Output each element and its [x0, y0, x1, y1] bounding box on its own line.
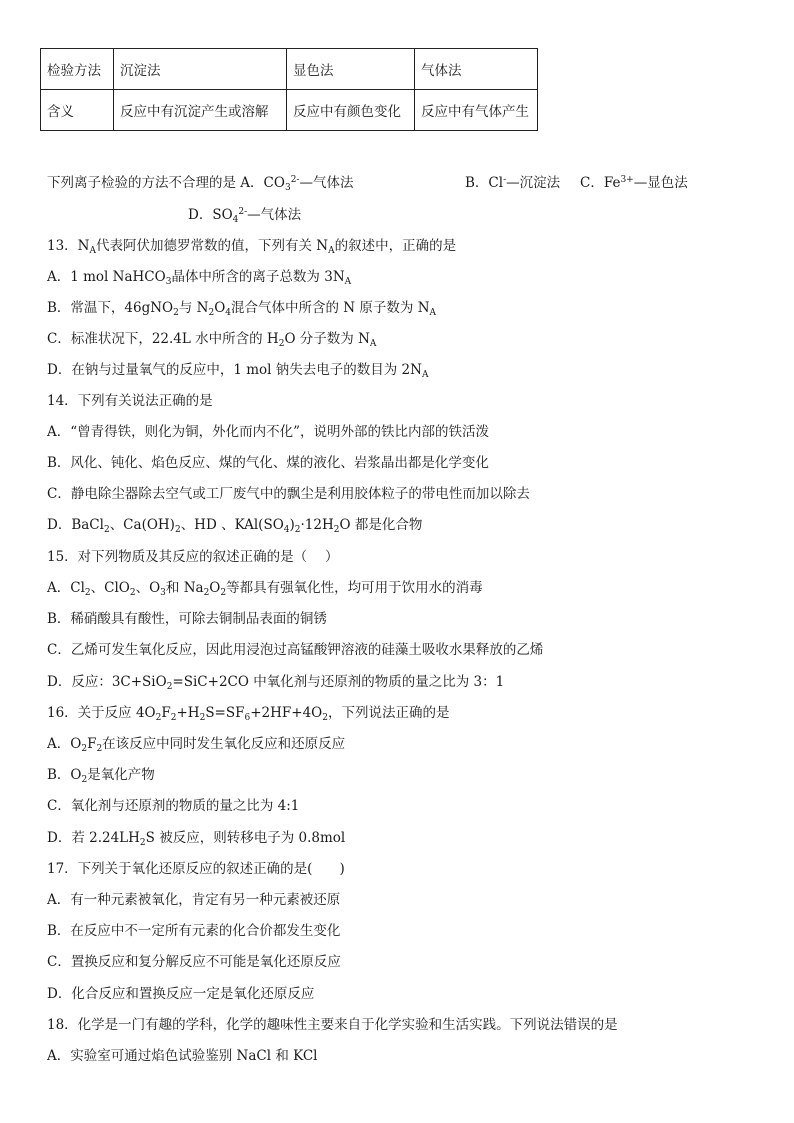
- test-methods-table: [40, 48, 538, 131]
- q15-stem: 15．对下列物质及其反应的叙述正确的是（ ）: [47, 549, 339, 565]
- q15-option-a: A．$Cl_2$、ClO$_2$、$O_3$和 $Na_2O_2$等都具有强氧化性，均可用于饮用水的消毒: [47, 580, 483, 598]
- q16-option-b: B．$O_2$是氧化产物: [47, 767, 155, 785]
- q16-option-a: A．$O_2F_2$在该反应中同时发生氧化反应和还原反应: [47, 736, 346, 754]
- q17-option-c: C．置换反应和复分解反应不可能是氧化还原反应: [47, 954, 341, 970]
- q15-option-c: C．乙烯可发生氧化反应，因此用浸泡过高锰酸钾溶液的硅藻土吸收水果释放的乙烯: [47, 642, 544, 658]
- q14-option-b: B．风化、钝化、焰色反应、煤的气化、煤的液化、岩浆晶出都是化学变化: [47, 455, 489, 471]
- q15-option-d: D．反应：3C+SiO$_2$=SiC+2CO 中氧化剂与还原剂的物质的量之比为 3：1: [47, 674, 505, 692]
- table-cell: 反应中有沉淀产生或溶解: [114, 90, 287, 131]
- q14-stem: 14．下列有关说法正确的是: [47, 393, 213, 409]
- q12-stem: 下列离子检验的方法不合理的是: [47, 175, 236, 191]
- q16-option-c: C．氧化剂与还原剂的物质的量之比为 4:1: [47, 798, 300, 814]
- table-cell: 检验方法: [41, 49, 114, 90]
- q13-option-b: B．常温下，46gNO$_2$与 $N_2O_4$混合气体中所含的 N 原子数为 $N_A$: [47, 300, 437, 318]
- q15-option-b: B．稀硝酸具有酸性，可除去铜制品表面的铜锈: [47, 611, 327, 627]
- q17-option-b: B．在反应中不一定所有元素的化合价都发生变化: [47, 923, 341, 939]
- table-row: [41, 90, 538, 131]
- table-cell: 反应中有气体产生: [415, 90, 538, 131]
- q18-option-a: A．实验室可通过焰色试验鉴别 NaCl 和 KCl: [47, 1048, 318, 1064]
- q13-option-d: D．在钠与过量氧气的反应中，1 mol 钠失去电子的数目为 $2N_A$: [47, 362, 429, 380]
- table-cell: 显色法: [287, 49, 415, 90]
- q16-stem: 16．关于反应 $4O_2F_2+H_2S=SF_6+2HF+4O_2$，下列说法正确的是: [47, 705, 450, 723]
- q16-option-d: D．若 $2.24LH_2S$ 被反应，则转移电子为 0.8mol: [47, 830, 346, 848]
- table-cell: 气体法: [415, 49, 538, 90]
- q12-option-d: D．$SO_4^{2-}—$气体法: [188, 207, 302, 225]
- q12-option-a: A．$CO_3^{2-}—$气体法: [240, 175, 354, 193]
- q18-stem: 18．化学是一门有趣的学科，化学的趣味性主要来自于化学实验和生活实践。下列说法错误的是: [47, 1017, 618, 1033]
- q12-option-b: B．Cl-—沉淀法: [465, 175, 561, 191]
- q13-option-a: A．1 mol NaHCO$_3$晶体中所含的离子总数为 $3N_A$: [47, 269, 352, 287]
- q14-option-d: D．BaCl$_2$、$Ca(OH)_2$、HD 、$KAl(SO_4)_2\cdot 12H_2O$ 都是化合物: [47, 517, 423, 535]
- q14-option-c: C．静电除尘器除去空气或工厂废气中的飘尘是利用胶体粒子的带电性而加以除去: [47, 486, 530, 502]
- table-cell: 沉淀法: [114, 49, 287, 90]
- q14-option-a: A．“曾青得铁，则化为铜，外化而内不化”，说明外部的铁比内部的铁活泼: [47, 424, 490, 440]
- q12-option-c: C．$Fe^{3+}—$显色法: [580, 175, 688, 191]
- q12-line: [47, 171, 353, 193]
- q17-option-d: D．化合反应和置换反应一定是氧化还原反应: [47, 986, 315, 1002]
- q17-option-a: A．有一种元素被氧化，肯定有另一种元素被还原: [47, 892, 341, 908]
- table-cell: 反应中有颜色变化: [287, 90, 415, 131]
- q17-stem: 17．下列关于氧化还原反应的叙述正确的是( ): [47, 861, 345, 877]
- q13-option-c: C．标准状况下，22.4L 水中所含的 $H_2O$ 分子数为 $N_A$: [47, 331, 377, 349]
- table-header-row: [41, 49, 538, 90]
- q13-stem: 13．$N_A$代表阿伏加德罗常数的值，下列有关 $N_A$的叙述中，正确的是: [47, 238, 457, 256]
- table-cell: 含义: [41, 90, 114, 131]
